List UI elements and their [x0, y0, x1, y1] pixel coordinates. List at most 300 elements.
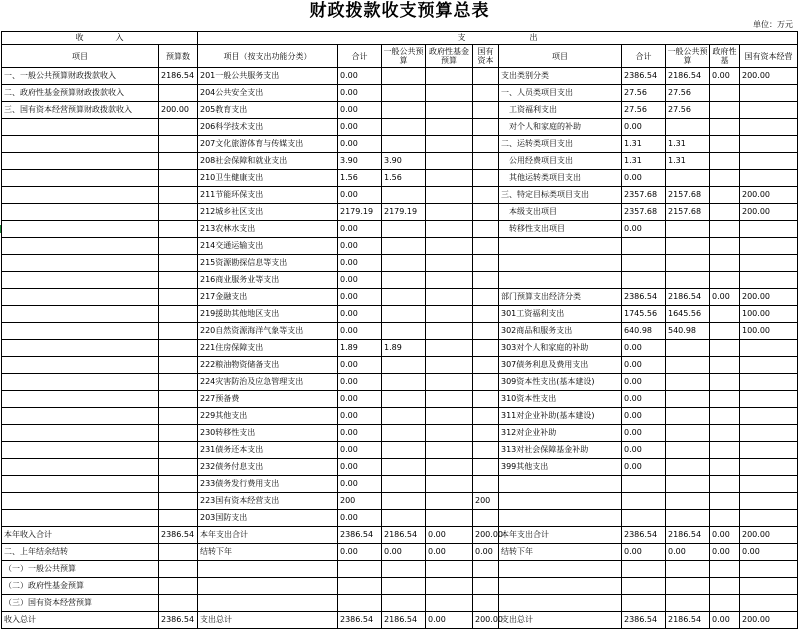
table-cell[interactable]: 0.00 [338, 510, 382, 527]
table-cell[interactable]: 1.31 [666, 153, 710, 170]
table-cell[interactable] [159, 170, 198, 187]
table-cell[interactable] [382, 374, 426, 391]
table-cell[interactable] [473, 136, 499, 153]
table-cell[interactable] [473, 595, 499, 612]
table-cell[interactable] [426, 238, 473, 255]
table-cell[interactable] [710, 272, 740, 289]
table-cell[interactable]: 200.00 [740, 68, 798, 85]
table-cell[interactable] [426, 170, 473, 187]
table-cell[interactable]: 结转下年 [198, 544, 338, 561]
table-cell[interactable] [666, 272, 710, 289]
table-cell[interactable]: 205教育支出 [198, 102, 338, 119]
table-cell[interactable]: （一）一般公共预算 [2, 561, 159, 578]
table-cell[interactable] [2, 391, 159, 408]
table-cell[interactable] [710, 323, 740, 340]
table-cell[interactable]: 1745.56 [622, 306, 666, 323]
table-cell[interactable]: 0.00 [338, 119, 382, 136]
table-cell[interactable]: 其他运转类项目支出 [499, 170, 622, 187]
table-cell[interactable] [666, 442, 710, 459]
table-cell[interactable] [622, 561, 666, 578]
table-cell[interactable]: 2386.54 [338, 527, 382, 544]
table-cell[interactable]: 27.56 [666, 85, 710, 102]
table-cell[interactable]: 200.00 [740, 204, 798, 221]
table-cell[interactable] [382, 68, 426, 85]
table-cell[interactable]: 本年支出合计 [198, 527, 338, 544]
table-cell[interactable] [499, 255, 622, 272]
table-cell[interactable] [159, 221, 198, 238]
table-cell[interactable]: 0.00 [710, 289, 740, 306]
table-cell[interactable]: 2386.54 [159, 527, 198, 544]
table-cell[interactable]: 2186.54 [666, 612, 710, 629]
table-cell[interactable] [666, 238, 710, 255]
table-cell[interactable] [382, 102, 426, 119]
table-cell[interactable] [740, 255, 798, 272]
table-cell[interactable] [2, 459, 159, 476]
table-cell[interactable] [710, 170, 740, 187]
table-cell[interactable]: 公用经费项目支出 [499, 153, 622, 170]
table-cell[interactable]: 3.90 [382, 153, 426, 170]
table-cell[interactable] [499, 476, 622, 493]
table-cell[interactable]: 三、特定目标类项目支出 [499, 187, 622, 204]
table-cell[interactable]: 一、一般公共预算财政拨款收入 [2, 68, 159, 85]
table-cell[interactable]: 1.31 [622, 136, 666, 153]
table-cell[interactable] [473, 255, 499, 272]
table-cell[interactable] [622, 238, 666, 255]
table-cell[interactable] [710, 85, 740, 102]
table-cell[interactable] [198, 561, 338, 578]
table-cell[interactable] [2, 238, 159, 255]
table-cell[interactable]: 0.00 [622, 459, 666, 476]
table-cell[interactable] [666, 493, 710, 510]
table-cell[interactable]: 本级支出项目 [499, 204, 622, 221]
table-cell[interactable] [2, 476, 159, 493]
table-cell[interactable]: 1.31 [666, 136, 710, 153]
table-cell[interactable] [473, 442, 499, 459]
table-cell[interactable]: 2186.54 [666, 527, 710, 544]
table-cell[interactable] [740, 85, 798, 102]
table-cell[interactable]: 1.56 [382, 170, 426, 187]
table-cell[interactable]: 0.00 [473, 544, 499, 561]
table-cell[interactable]: 200 [338, 493, 382, 510]
table-cell[interactable] [666, 459, 710, 476]
table-cell[interactable]: 0.00 [622, 357, 666, 374]
table-cell[interactable] [2, 204, 159, 221]
table-cell[interactable]: 640.98 [622, 323, 666, 340]
table-cell[interactable] [426, 493, 473, 510]
table-cell[interactable]: 0.00 [622, 221, 666, 238]
table-cell[interactable] [710, 153, 740, 170]
table-cell[interactable] [159, 255, 198, 272]
table-cell[interactable] [622, 493, 666, 510]
table-cell[interactable] [426, 357, 473, 374]
table-cell[interactable] [382, 238, 426, 255]
table-cell[interactable] [382, 561, 426, 578]
table-cell[interactable] [473, 578, 499, 595]
table-cell[interactable] [2, 255, 159, 272]
table-cell[interactable]: 213农林水支出 [198, 221, 338, 238]
table-cell[interactable]: 0.00 [622, 170, 666, 187]
table-cell[interactable]: 224灾害防治及应急管理支出 [198, 374, 338, 391]
table-cell[interactable]: 309资本性支出(基本建设) [499, 374, 622, 391]
table-cell[interactable] [2, 408, 159, 425]
table-cell[interactable] [740, 119, 798, 136]
table-cell[interactable] [2, 119, 159, 136]
table-cell[interactable] [2, 170, 159, 187]
table-cell[interactable] [159, 119, 198, 136]
table-cell[interactable] [740, 459, 798, 476]
table-cell[interactable] [159, 272, 198, 289]
table-cell[interactable] [426, 306, 473, 323]
table-cell[interactable]: 0.00 [338, 408, 382, 425]
table-cell[interactable]: 312对企业补助 [499, 425, 622, 442]
table-cell[interactable] [710, 595, 740, 612]
table-cell[interactable]: 0.00 [622, 374, 666, 391]
table-cell[interactable]: 本年收入合计 [2, 527, 159, 544]
table-cell[interactable] [710, 561, 740, 578]
table-cell[interactable] [710, 340, 740, 357]
table-cell[interactable] [710, 102, 740, 119]
table-cell[interactable]: 2386.54 [622, 289, 666, 306]
table-cell[interactable]: 0.00 [710, 544, 740, 561]
table-cell[interactable]: 0.00 [338, 306, 382, 323]
table-cell[interactable] [382, 357, 426, 374]
table-cell[interactable]: 0.00 [338, 425, 382, 442]
table-cell[interactable] [2, 357, 159, 374]
table-cell[interactable] [710, 255, 740, 272]
table-cell[interactable]: 200.00 [740, 187, 798, 204]
table-cell[interactable] [159, 544, 198, 561]
table-cell[interactable] [426, 595, 473, 612]
table-cell[interactable] [2, 340, 159, 357]
table-cell[interactable]: 302商品和服务支出 [499, 323, 622, 340]
table-cell[interactable] [382, 459, 426, 476]
table-cell[interactable]: 201一般公共服务支出 [198, 68, 338, 85]
table-cell[interactable] [159, 510, 198, 527]
table-cell[interactable]: 2386.54 [159, 612, 198, 629]
table-cell[interactable] [666, 578, 710, 595]
table-cell[interactable] [159, 357, 198, 374]
table-cell[interactable] [426, 289, 473, 306]
table-cell[interactable] [740, 374, 798, 391]
table-cell[interactable] [426, 221, 473, 238]
table-cell[interactable]: 0.00 [338, 136, 382, 153]
table-cell[interactable] [740, 102, 798, 119]
table-cell[interactable] [499, 595, 622, 612]
table-cell[interactable]: 0.00 [338, 391, 382, 408]
table-cell[interactable] [426, 578, 473, 595]
table-cell[interactable] [473, 119, 499, 136]
table-cell[interactable] [159, 408, 198, 425]
table-cell[interactable] [710, 442, 740, 459]
table-cell[interactable]: 2386.54 [338, 612, 382, 629]
table-cell[interactable]: 227预备费 [198, 391, 338, 408]
table-cell[interactable] [382, 85, 426, 102]
table-cell[interactable] [382, 595, 426, 612]
table-cell[interactable] [382, 289, 426, 306]
table-cell[interactable]: 0.00 [338, 102, 382, 119]
table-cell[interactable] [382, 136, 426, 153]
table-cell[interactable]: 3.90 [338, 153, 382, 170]
table-cell[interactable] [198, 578, 338, 595]
table-cell[interactable] [159, 187, 198, 204]
table-cell[interactable] [710, 136, 740, 153]
table-cell[interactable] [382, 476, 426, 493]
table-cell[interactable] [426, 136, 473, 153]
table-cell[interactable] [666, 170, 710, 187]
table-cell[interactable]: 303对个人和家庭的补助 [499, 340, 622, 357]
table-cell[interactable]: 219援助其他地区支出 [198, 306, 338, 323]
table-cell[interactable] [473, 561, 499, 578]
table-cell[interactable]: 2157.68 [666, 204, 710, 221]
table-cell[interactable]: 204公共安全支出 [198, 85, 338, 102]
table-cell[interactable] [473, 170, 499, 187]
table-cell[interactable] [740, 561, 798, 578]
table-cell[interactable] [473, 272, 499, 289]
table-cell[interactable]: 1.31 [622, 153, 666, 170]
table-cell[interactable]: 1.56 [338, 170, 382, 187]
table-cell[interactable]: 转移性支出项目 [499, 221, 622, 238]
table-cell[interactable]: 210卫生健康支出 [198, 170, 338, 187]
table-cell[interactable] [499, 510, 622, 527]
table-cell[interactable] [382, 578, 426, 595]
table-cell[interactable] [2, 187, 159, 204]
table-cell[interactable] [159, 306, 198, 323]
table-cell[interactable] [338, 578, 382, 595]
table-cell[interactable] [382, 272, 426, 289]
table-cell[interactable] [499, 561, 622, 578]
table-cell[interactable]: 2386.54 [622, 612, 666, 629]
table-cell[interactable]: 1.89 [382, 340, 426, 357]
table-cell[interactable] [473, 153, 499, 170]
table-cell[interactable]: 0.00 [338, 85, 382, 102]
table-cell[interactable] [426, 340, 473, 357]
table-cell[interactable] [473, 357, 499, 374]
table-cell[interactable]: 214交通运输支出 [198, 238, 338, 255]
table-cell[interactable]: 27.56 [622, 102, 666, 119]
table-cell[interactable] [622, 255, 666, 272]
table-cell[interactable]: 本年支出合计 [499, 527, 622, 544]
table-cell[interactable] [2, 442, 159, 459]
table-cell[interactable] [473, 476, 499, 493]
table-cell[interactable] [740, 595, 798, 612]
table-cell[interactable] [666, 357, 710, 374]
table-cell[interactable] [159, 153, 198, 170]
table-cell[interactable]: 540.98 [666, 323, 710, 340]
table-cell[interactable] [710, 459, 740, 476]
table-cell[interactable]: 311对企业补助(基本建设) [499, 408, 622, 425]
table-cell[interactable] [740, 391, 798, 408]
table-cell[interactable] [710, 306, 740, 323]
table-cell[interactable]: 2186.54 [159, 68, 198, 85]
table-cell[interactable]: 1645.56 [666, 306, 710, 323]
table-cell[interactable]: 0.00 [338, 187, 382, 204]
table-cell[interactable] [159, 425, 198, 442]
table-cell[interactable] [426, 187, 473, 204]
table-cell[interactable]: 221住房保障支出 [198, 340, 338, 357]
table-cell[interactable]: 313对社会保障基金补助 [499, 442, 622, 459]
table-cell[interactable]: 二、上年结余结转 [2, 544, 159, 561]
table-cell[interactable] [426, 442, 473, 459]
table-cell[interactable]: 301工资福利支出 [499, 306, 622, 323]
table-cell[interactable] [666, 425, 710, 442]
table-cell[interactable]: 399其他支出 [499, 459, 622, 476]
table-cell[interactable] [2, 306, 159, 323]
table-cell[interactable] [666, 561, 710, 578]
table-cell[interactable] [159, 323, 198, 340]
table-cell[interactable] [473, 425, 499, 442]
table-cell[interactable]: 310资本性支出 [499, 391, 622, 408]
table-cell[interactable]: 二、运转类项目支出 [499, 136, 622, 153]
table-cell[interactable] [710, 357, 740, 374]
table-cell[interactable] [666, 374, 710, 391]
table-cell[interactable] [622, 272, 666, 289]
table-cell[interactable] [473, 306, 499, 323]
table-cell[interactable]: 307债务利息及费用支出 [499, 357, 622, 374]
table-cell[interactable] [382, 425, 426, 442]
table-cell[interactable]: 0.00 [622, 544, 666, 561]
table-cell[interactable] [710, 408, 740, 425]
table-cell[interactable]: 支出类别分类 [499, 68, 622, 85]
table-cell[interactable] [382, 442, 426, 459]
table-cell[interactable] [159, 493, 198, 510]
table-cell[interactable] [710, 187, 740, 204]
table-cell[interactable] [740, 153, 798, 170]
table-cell[interactable] [382, 510, 426, 527]
table-cell[interactable]: 0.00 [338, 289, 382, 306]
table-cell[interactable] [159, 289, 198, 306]
table-cell[interactable]: 2386.54 [622, 68, 666, 85]
table-cell[interactable] [710, 119, 740, 136]
table-cell[interactable]: 200 [473, 493, 499, 510]
table-cell[interactable] [622, 578, 666, 595]
table-cell[interactable] [473, 221, 499, 238]
table-cell[interactable]: 220自然资源海洋气象等支出 [198, 323, 338, 340]
table-cell[interactable] [338, 561, 382, 578]
table-cell[interactable] [710, 578, 740, 595]
table-cell[interactable] [666, 510, 710, 527]
table-cell[interactable] [710, 221, 740, 238]
table-cell[interactable]: 222粮油物资储备支出 [198, 357, 338, 374]
table-cell[interactable]: 200.00 [740, 612, 798, 629]
table-cell[interactable]: 对个人和家庭的补助 [499, 119, 622, 136]
table-cell[interactable]: 200.00 [740, 289, 798, 306]
table-cell[interactable]: 0.00 [622, 119, 666, 136]
table-cell[interactable] [382, 221, 426, 238]
table-cell[interactable]: 收入总计 [2, 612, 159, 629]
table-cell[interactable]: 208社会保障和就业支出 [198, 153, 338, 170]
table-cell[interactable]: 211节能环保支出 [198, 187, 338, 204]
table-cell[interactable] [473, 68, 499, 85]
table-cell[interactable] [473, 102, 499, 119]
table-cell[interactable]: 0.00 [426, 612, 473, 629]
table-cell[interactable]: 0.00 [338, 544, 382, 561]
table-cell[interactable] [382, 255, 426, 272]
table-cell[interactable]: 2357.68 [622, 204, 666, 221]
table-cell[interactable] [426, 272, 473, 289]
table-cell[interactable] [740, 340, 798, 357]
table-cell[interactable] [2, 493, 159, 510]
table-cell[interactable] [426, 391, 473, 408]
table-cell[interactable] [622, 595, 666, 612]
table-cell[interactable]: 0.00 [338, 459, 382, 476]
table-cell[interactable]: 100.00 [740, 306, 798, 323]
table-cell[interactable]: 0.00 [710, 612, 740, 629]
table-cell[interactable] [666, 408, 710, 425]
table-cell[interactable]: 一、人员类项目支出 [499, 85, 622, 102]
table-cell[interactable]: 0.00 [426, 527, 473, 544]
table-cell[interactable] [382, 408, 426, 425]
table-cell[interactable] [2, 136, 159, 153]
table-cell[interactable] [159, 204, 198, 221]
table-cell[interactable] [2, 272, 159, 289]
table-cell[interactable]: 0.00 [338, 357, 382, 374]
table-cell[interactable] [740, 425, 798, 442]
table-cell[interactable]: 0.00 [338, 476, 382, 493]
table-cell[interactable] [499, 493, 622, 510]
table-cell[interactable] [2, 221, 159, 238]
table-cell[interactable] [426, 68, 473, 85]
table-cell[interactable]: 232债务付息支出 [198, 459, 338, 476]
table-cell[interactable] [740, 442, 798, 459]
table-cell[interactable] [740, 510, 798, 527]
table-cell[interactable]: 2157.68 [666, 187, 710, 204]
table-cell[interactable] [473, 408, 499, 425]
table-cell[interactable] [426, 561, 473, 578]
table-cell[interactable]: 部门预算支出经济分类 [499, 289, 622, 306]
table-cell[interactable]: 结转下年 [499, 544, 622, 561]
table-cell[interactable]: 0.00 [382, 544, 426, 561]
table-cell[interactable] [382, 119, 426, 136]
table-cell[interactable]: 0.00 [338, 68, 382, 85]
table-cell[interactable]: 支出总计 [198, 612, 338, 629]
table-cell[interactable]: 2357.68 [622, 187, 666, 204]
table-cell[interactable]: 2186.54 [666, 68, 710, 85]
table-cell[interactable]: 1.89 [338, 340, 382, 357]
table-cell[interactable] [159, 476, 198, 493]
table-cell[interactable] [622, 476, 666, 493]
table-cell[interactable] [740, 493, 798, 510]
table-cell[interactable] [666, 340, 710, 357]
table-cell[interactable]: 2179.19 [338, 204, 382, 221]
table-cell[interactable]: 二、政府性基金预算财政拨款收入 [2, 85, 159, 102]
table-cell[interactable] [473, 340, 499, 357]
table-cell[interactable] [666, 119, 710, 136]
table-cell[interactable] [159, 561, 198, 578]
table-cell[interactable] [740, 136, 798, 153]
table-cell[interactable] [710, 476, 740, 493]
table-cell[interactable] [382, 391, 426, 408]
table-cell[interactable]: 0.00 [426, 544, 473, 561]
table-cell[interactable] [740, 170, 798, 187]
table-cell[interactable]: 2179.19 [382, 204, 426, 221]
table-cell[interactable] [473, 323, 499, 340]
table-cell[interactable] [740, 578, 798, 595]
table-cell[interactable]: 2186.54 [382, 527, 426, 544]
table-cell[interactable] [426, 459, 473, 476]
table-cell[interactable] [159, 391, 198, 408]
table-cell[interactable]: 223国有资本经营支出 [198, 493, 338, 510]
table-cell[interactable] [666, 391, 710, 408]
table-cell[interactable] [426, 510, 473, 527]
table-cell[interactable] [740, 357, 798, 374]
table-cell[interactable]: 0.00 [338, 442, 382, 459]
table-cell[interactable]: 0.00 [666, 544, 710, 561]
table-cell[interactable]: 27.56 [666, 102, 710, 119]
table-cell[interactable] [499, 272, 622, 289]
table-cell[interactable] [740, 408, 798, 425]
table-cell[interactable]: 200.00 [159, 102, 198, 119]
table-cell[interactable]: 217金融支出 [198, 289, 338, 306]
